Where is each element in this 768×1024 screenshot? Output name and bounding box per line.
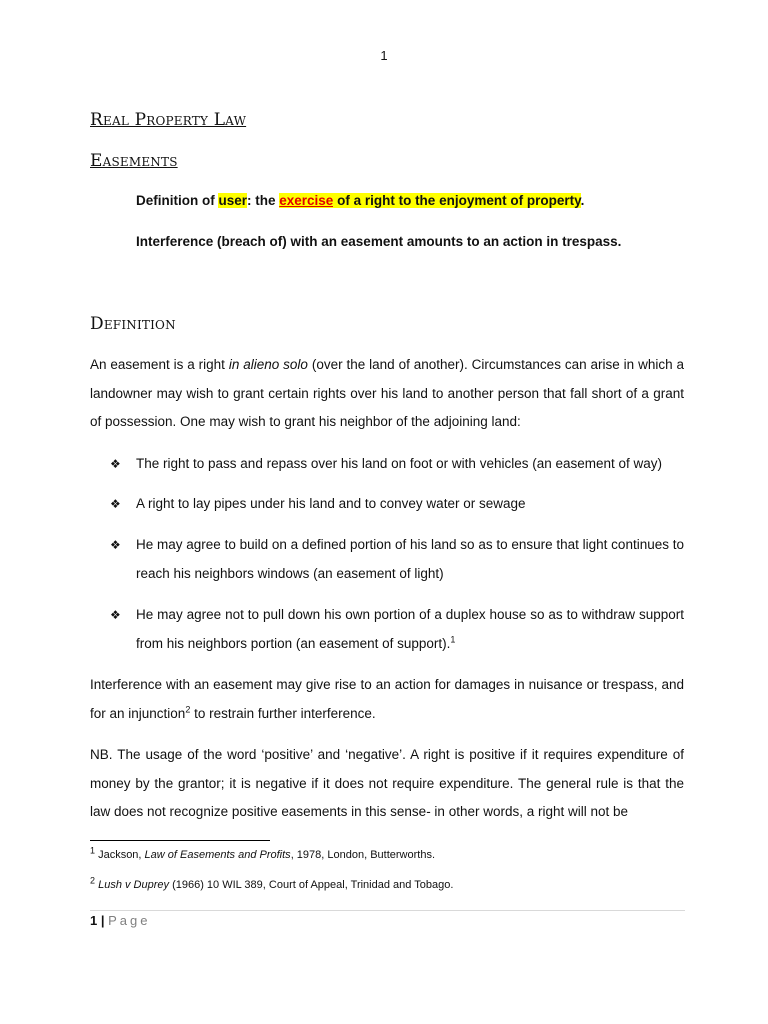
highlight-rest: of a right to the enjoyment of property [333,193,581,208]
footnote-ref-2[interactable]: 2 [185,704,191,714]
diamond-bullet-icon: ❖ [110,608,121,622]
page-footer: 1 | Page [90,913,151,928]
footnote-1: $^1$ Jackson, Law of Easements and Profits, 1978, London, Butterworths. [90,845,436,861]
document-title: Real Property Law [90,110,247,130]
footer-page-label: Page [108,913,151,928]
list-item: ❖ The right to pass and repass over his land on foot or with vehicles (an easement of way) [110,450,684,479]
section-heading-definition: Definition [90,314,176,334]
highlight-user: user [218,193,248,208]
diamond-bullet-icon: ❖ [110,457,121,471]
section-heading-easements: Easements [90,151,178,171]
paragraph-nb: NB. The usage of the word ‘positive’ and ‘negative’. A right is positive if it requires expenditure of money by the grantor; it is negative if it does not require expenditure. The general rule is that the law does not recognize positive easements in this sense- in other words, a right will not be [90,747,684,819]
footnote-2: $^2$ Lush v Duprey (1966) 10 WIL 389, Court of Appeal, Trinidad and Tobago. [90,875,454,891]
interference-line: Interference (breach of) with an easement amounts to an action in trespass. [136,234,622,249]
list-item: ❖ A right to lay pipes under his land and to convey water or sewage [110,490,684,519]
footer-page-number: 1 [90,913,98,928]
header-page-number: 1 [380,48,388,63]
definition-of-user-line: Definition of user: the exercise of a right to the enjoyment of property. [136,193,585,208]
footer-divider [90,910,685,911]
list-item: ❖ He may agree to build on a defined portion of his land so as to ensure that light continues to reach his neighbors windows (an easement of light) [110,531,684,588]
footnote-separator [90,840,270,841]
highlight-exercise: exercise [279,193,334,208]
paragraph-interference: Interference with an easement may give rise to an action for damages in nuisance or trespass, and for an injunction$^2$ to restrain further interference. [90,677,684,721]
footnote-ref-1[interactable]: 1 [450,634,456,644]
list-item: ❖ He may agree not to pull down his own portion of a duplex house so as to withdraw support from his neighbors portion (an easement of support).$^1$ [110,601,684,658]
diamond-bullet-icon: ❖ [110,538,121,552]
diamond-bullet-icon: ❖ [110,497,121,511]
paragraph-easement-definition: An easement is a right in alieno solo (over the land of another). Circumstances can arise in which a landowner may wish to grant certain rights over his land to another person that fall short of a grant of possession. One may wish to grant his neighbor of the adjoining land: [90,357,684,429]
